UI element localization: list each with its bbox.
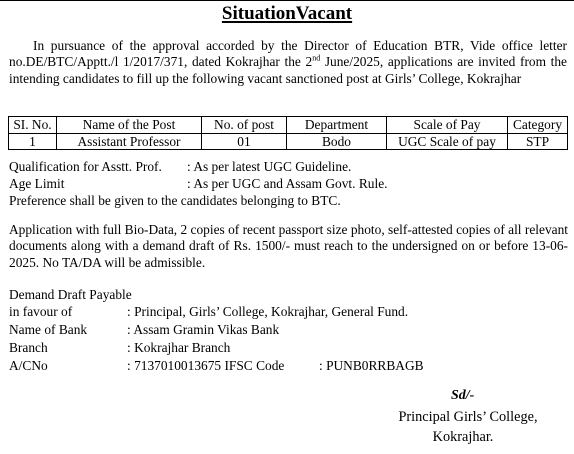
intro-text-2: June/2025, applications are invited from the intending candidates to fill up the following vacant sanctioned post at Girls’ College, Kokrajhar xyxy=(9,54,567,86)
header-scale-of-pay: Scale of Pay xyxy=(387,117,508,134)
dd-branch-label: Branch xyxy=(9,340,48,355)
dd-favour-value: : Principal, Girls’ College, Kokrajhar, General Fund. xyxy=(127,304,409,319)
demand-draft-heading-text: Demand Draft Payable xyxy=(9,287,132,302)
notice-title xyxy=(0,3,574,25)
cell-scale-of-pay: UGC Scale of pay xyxy=(387,133,508,150)
intro-superscript: nd xyxy=(312,53,321,63)
preference-text: Preference shall be given to the candidates belonging to BTC. xyxy=(9,193,341,208)
intro-paragraph xyxy=(9,38,567,87)
dd-ifsc-value: : PUNB0RRBAGB xyxy=(319,358,424,373)
table-header-row xyxy=(9,117,568,134)
qualification-label: Qualification for Asstt. Prof. xyxy=(9,159,162,174)
signature-title: Principal Girls’ College, xyxy=(398,409,538,425)
application-paragraph: Application with full Bio-Data, 2 copies of recent passport size photo, self-attested copies of all relevant documents along with a demand draft of Rs. 1500/- must reach to the undersigned on or before 13-06-2025. No TA/DA will be admissible. xyxy=(9,222,568,270)
header-post-name: Name of the Post xyxy=(57,117,202,134)
signature-place: Kokrajhar. xyxy=(432,429,494,445)
table-row xyxy=(9,133,568,150)
qualification-value: : As per latest UGC Guideline. xyxy=(187,159,352,174)
dd-bank-value: : Assam Gramin Vikas Bank xyxy=(127,322,280,337)
cell-department: Bodo xyxy=(287,133,387,150)
dd-account-label: A/CNo xyxy=(9,358,48,373)
header-no-of-post: No. of post xyxy=(202,117,287,134)
age-limit-value: : As per UGC and Assam Govt. Rule. xyxy=(187,176,388,191)
intro-text-1: In pursuance of the approval accorded by the Director of Education BTR, Vide office letter no.DE/BTC/Apptt./l 1/2017/371, dated Kokrajhar the 2 xyxy=(9,38,567,70)
header-department: Department xyxy=(287,117,387,134)
dd-favour-label: in favour of xyxy=(9,304,73,319)
top-border xyxy=(0,0,574,1)
header-category: Category xyxy=(508,117,568,134)
title-text: SituationVacant xyxy=(221,3,353,24)
cell-category: STP xyxy=(508,133,568,150)
dd-branch-value: : Kokrajhar Branch xyxy=(127,340,231,355)
cell-no-of-post: 01 xyxy=(202,133,287,150)
signature-sd: Sd/- xyxy=(451,388,475,403)
age-limit-label: Age Limit xyxy=(9,176,65,191)
vacancy-table xyxy=(8,116,568,150)
dd-bank-label: Name of Bank xyxy=(9,322,88,337)
header-sl-no: SI. No. xyxy=(9,117,57,134)
dd-account-value: : 7137010013675 IFSC Code xyxy=(127,358,285,373)
cell-post-name: Assistant Professor xyxy=(57,133,202,150)
cell-sl-no: 1 xyxy=(9,133,57,150)
